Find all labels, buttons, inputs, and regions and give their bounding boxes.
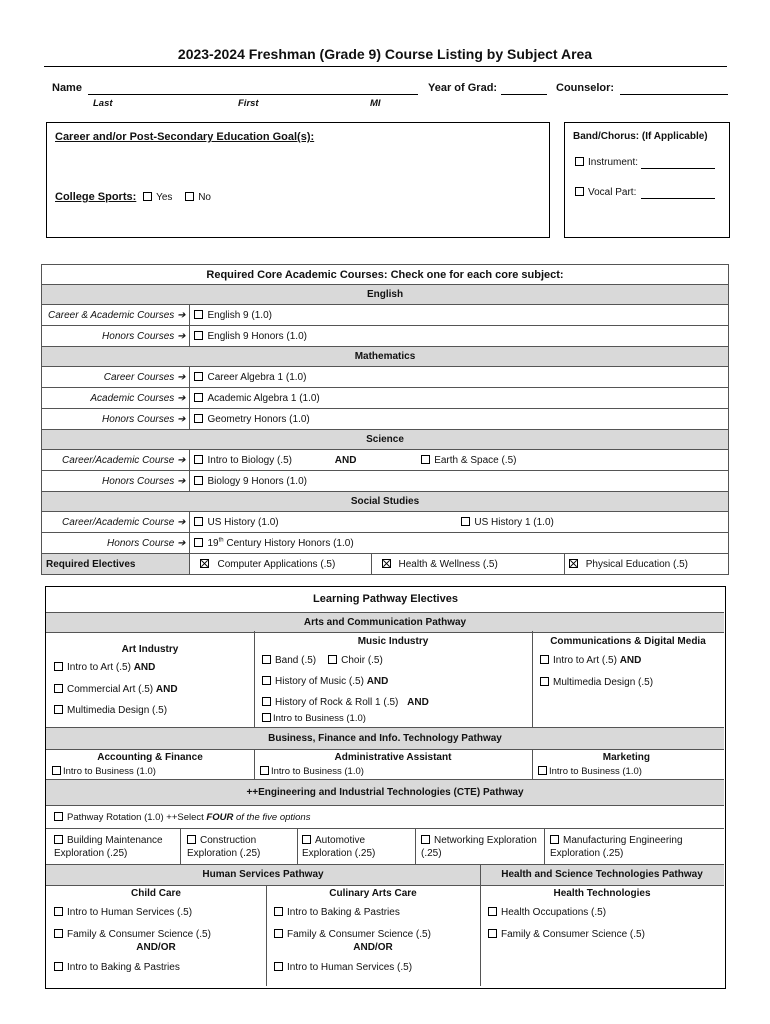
- english-9-honors-checkbox[interactable]: [194, 331, 203, 340]
- year-of-grad-label: Year of Grad:: [428, 82, 498, 94]
- intro-biology-label: Intro to Biology (.5): [207, 454, 292, 466]
- physical-education-label: Physical Education (.5): [585, 558, 688, 570]
- list-item: Commercial Art (.5) AND: [54, 684, 178, 695]
- marketing-heading: Marketing: [602, 752, 650, 763]
- human-services-heading: Human Services Pathway: [202, 869, 324, 880]
- earth-space-label: Earth & Space (.5): [434, 454, 517, 466]
- music-industry-heading: Music Industry: [357, 636, 429, 647]
- art-intro-checkbox[interactable]: [54, 662, 63, 671]
- engineering-pathway-heading: ++Engineering and Industrial Technologies (CTE) Pathway: [46, 779, 724, 806]
- sports-yes-label: Yes: [156, 192, 173, 203]
- health-wellness-label: Health & Wellness (.5): [398, 558, 498, 570]
- math-row-label: Career Courses ➔: [42, 367, 190, 388]
- academic-algebra-checkbox[interactable]: [194, 393, 203, 402]
- art-industry-heading: Art Industry: [121, 644, 179, 655]
- culinary-human-services-checkbox[interactable]: [274, 962, 283, 971]
- list-item: Intro to Human Services (.5): [274, 962, 412, 973]
- vocal-checkbox[interactable]: [575, 187, 584, 196]
- band-checkbox[interactable]: [262, 655, 271, 664]
- comm-intro-art-checkbox[interactable]: [540, 655, 549, 664]
- child-human-services-checkbox[interactable]: [54, 907, 63, 916]
- list-item: Intro to Business (1.0): [538, 766, 642, 777]
- table-row: [42, 367, 729, 388]
- comm-multimedia-checkbox[interactable]: [540, 677, 549, 686]
- social-row-label: Honors Course ➔: [42, 533, 190, 554]
- table-row: [42, 512, 729, 533]
- science-row-label: Career/Academic Course ➔: [42, 450, 190, 471]
- intro-biology-checkbox[interactable]: [194, 455, 203, 464]
- table-row: [42, 305, 729, 326]
- table-row: [42, 471, 729, 492]
- music-history-checkbox[interactable]: [262, 676, 271, 685]
- college-sports-row: [55, 191, 211, 203]
- century-history-checkbox[interactable]: [194, 538, 203, 547]
- list-item: Intro to Business (1.0): [52, 766, 156, 777]
- college-sports-label: College Sports:: [55, 191, 137, 203]
- accounting-business-checkbox[interactable]: [52, 766, 61, 775]
- list-item: Intro to Baking & Pastries: [274, 907, 400, 918]
- vocal-row: [575, 187, 636, 198]
- health-wellness-checkbox[interactable]: [382, 559, 391, 568]
- sports-no-label: No: [198, 192, 211, 203]
- band-chorus-box: [564, 122, 730, 238]
- core-heading: Required Core Academic Courses: Check one for each core subject:: [42, 265, 729, 285]
- child-baking-checkbox[interactable]: [54, 962, 63, 971]
- pathway-rotation-checkbox[interactable]: [54, 812, 63, 821]
- music-business-checkbox[interactable]: [262, 713, 271, 722]
- list-item: Band (.5) Choir (.5): [262, 655, 383, 666]
- physical-education-checkbox[interactable]: [569, 559, 578, 568]
- list-item: Building Maintenance Exploration (.25): [54, 835, 163, 859]
- table-row: [42, 388, 729, 409]
- list-item: Intro to Business (1.0): [262, 713, 366, 724]
- career-algebra-label: Career Algebra 1 (1.0): [207, 371, 307, 383]
- art-multimedia-checkbox[interactable]: [54, 705, 63, 714]
- accounting-heading: Accounting & Finance: [97, 752, 203, 763]
- list-item: Intro to Human Services (.5): [54, 907, 192, 918]
- list-item: Automotive Exploration (.25): [302, 835, 376, 859]
- first-name-caption: First: [238, 98, 259, 109]
- list-item: Family & Consumer Science (.5): [54, 929, 211, 940]
- instrument-label: Instrument:: [588, 157, 639, 168]
- health-science-heading: Health and Science Technologies Pathway: [501, 869, 703, 880]
- counselor-label: Counselor:: [556, 82, 615, 94]
- table-row: [42, 533, 729, 554]
- list-item: Intro to Art (.5) AND: [54, 662, 155, 673]
- arts-pathway-heading: Arts and Communication Pathway: [46, 612, 724, 633]
- english-row-label: Honors Courses ➔: [42, 326, 190, 347]
- computer-applications-label: Computer Applications (.5): [217, 558, 336, 570]
- last-name-caption: Last: [93, 98, 113, 109]
- career-algebra-checkbox[interactable]: [194, 372, 203, 381]
- list-item: History of Rock & Roll 1 (.5) AND: [262, 697, 429, 708]
- table-row: [42, 409, 729, 430]
- list-item: Networking Exploration (.25): [421, 835, 537, 859]
- admin-assistant-heading: Administrative Assistant: [334, 752, 452, 763]
- table-row: [42, 326, 729, 347]
- sports-no-checkbox[interactable]: [185, 192, 194, 201]
- us-history-1-checkbox[interactable]: [461, 517, 470, 526]
- culinary-heading: Culinary Arts Care: [329, 888, 417, 899]
- name-label: Name: [52, 82, 82, 94]
- us-history-checkbox[interactable]: [194, 517, 203, 526]
- biology-honors-checkbox[interactable]: [194, 476, 203, 485]
- list-item: Multimedia Design (.5): [54, 705, 167, 716]
- band-chorus-label: Band/Chorus: (If Applicable): [573, 131, 708, 142]
- english-course-cell: [190, 305, 729, 326]
- automotive-checkbox[interactable]: [302, 835, 311, 844]
- sports-yes-checkbox[interactable]: [143, 192, 152, 201]
- name-field[interactable]: [88, 94, 418, 95]
- goals-label: Career and/or Post-Secondary Education Goal(s):: [55, 131, 315, 143]
- social-studies-heading: Social Studies: [42, 492, 729, 512]
- building-maintenance-checkbox[interactable]: [54, 835, 63, 844]
- list-item: Intro to Business (1.0): [260, 766, 364, 777]
- marketing-business-checkbox[interactable]: [538, 766, 547, 775]
- social-row-label: Career/Academic Course ➔: [42, 512, 190, 533]
- table-row: [42, 554, 729, 575]
- goals-box: [46, 122, 550, 238]
- health-tech-heading: Health Technologies: [553, 888, 651, 899]
- list-item: Multimedia Design (.5): [540, 677, 653, 688]
- list-item: Pathway Rotation (1.0) ++Select FOUR of the five options: [54, 812, 310, 823]
- construction-checkbox[interactable]: [187, 835, 196, 844]
- english-9-honors-label: English 9 Honors (1.0): [207, 330, 307, 342]
- math-row-label: Honors Courses ➔: [42, 409, 190, 430]
- list-item: History of Music (.5) AND: [262, 676, 388, 687]
- biology-honors-label: Biology 9 Honors (1.0): [207, 475, 307, 487]
- list-item: Manufacturing Engineering Exploration (.25): [550, 835, 683, 859]
- vocal-field[interactable]: [641, 198, 715, 199]
- culinary-andor-label: AND/OR: [353, 942, 393, 953]
- commercial-art-checkbox[interactable]: [54, 684, 63, 693]
- math-heading: Mathematics: [42, 347, 729, 367]
- culinary-baking-checkbox[interactable]: [274, 907, 283, 916]
- counselor-field[interactable]: [620, 94, 728, 95]
- comm-media-heading: Communications & Digital Media: [550, 636, 706, 647]
- learning-pathway-heading: Learning Pathway Electives: [313, 593, 458, 605]
- business-pathway-heading: Business, Finance and Info. Technology Pathway: [46, 727, 724, 750]
- required-electives-label: Required Electives: [42, 554, 190, 575]
- us-history-label: US History (1.0): [207, 516, 279, 528]
- page-title: 2023-2024 Freshman (Grade 9) Course Listing by Subject Area: [177, 46, 593, 62]
- computer-applications-checkbox[interactable]: [200, 559, 209, 568]
- instrument-field[interactable]: [641, 168, 715, 169]
- year-of-grad-field[interactable]: [501, 94, 547, 95]
- choir-checkbox[interactable]: [328, 655, 337, 664]
- century-history-label: 19th Century History Honors (1.0): [207, 537, 354, 549]
- list-item: Intro to Art (.5) AND: [540, 655, 641, 666]
- child-family-science-checkbox[interactable]: [54, 929, 63, 938]
- middle-initial-caption: MI: [370, 98, 381, 109]
- list-item: Intro to Baking & Pastries: [54, 962, 180, 973]
- english-9-checkbox[interactable]: [194, 310, 203, 319]
- science-row-label: Honors Courses ➔: [42, 471, 190, 492]
- math-row-label: Academic Courses ➔: [42, 388, 190, 409]
- list-item: Health Occupations (.5): [488, 907, 606, 918]
- science-heading: Science: [42, 430, 729, 450]
- health-occupations-checkbox[interactable]: [488, 907, 497, 916]
- instrument-row: [575, 157, 638, 168]
- health-family-science-checkbox[interactable]: [488, 929, 497, 938]
- title-divider: [44, 66, 727, 67]
- science-and-label: AND: [334, 454, 357, 466]
- english-9-label: English 9 (1.0): [207, 309, 272, 321]
- table-row: [42, 450, 729, 471]
- culinary-family-science-checkbox[interactable]: [274, 929, 283, 938]
- geometry-honors-checkbox[interactable]: [194, 414, 203, 423]
- instrument-checkbox[interactable]: [575, 157, 584, 166]
- admin-business-checkbox[interactable]: [260, 766, 269, 775]
- earth-space-checkbox[interactable]: [421, 455, 430, 464]
- english-heading: English: [42, 285, 729, 305]
- child-andor-label: AND/OR: [136, 942, 176, 953]
- core-courses-table: [41, 264, 729, 575]
- us-history-1-label: US History 1 (1.0): [474, 516, 554, 528]
- list-item: Family & Consumer Science (.5): [488, 929, 645, 940]
- networking-checkbox[interactable]: [421, 835, 430, 844]
- geometry-honors-label: Geometry Honors (1.0): [207, 413, 310, 425]
- manufacturing-checkbox[interactable]: [550, 835, 559, 844]
- vocal-label: Vocal Part:: [588, 187, 637, 198]
- list-item: Construction Exploration (.25): [187, 835, 261, 859]
- list-item: Family & Consumer Science (.5): [274, 929, 431, 940]
- academic-algebra-label: Academic Algebra 1 (1.0): [207, 392, 320, 404]
- child-care-heading: Child Care: [130, 888, 181, 899]
- rock-roll-checkbox[interactable]: [262, 697, 271, 706]
- english-row-label: Career & Academic Courses ➔: [42, 305, 190, 326]
